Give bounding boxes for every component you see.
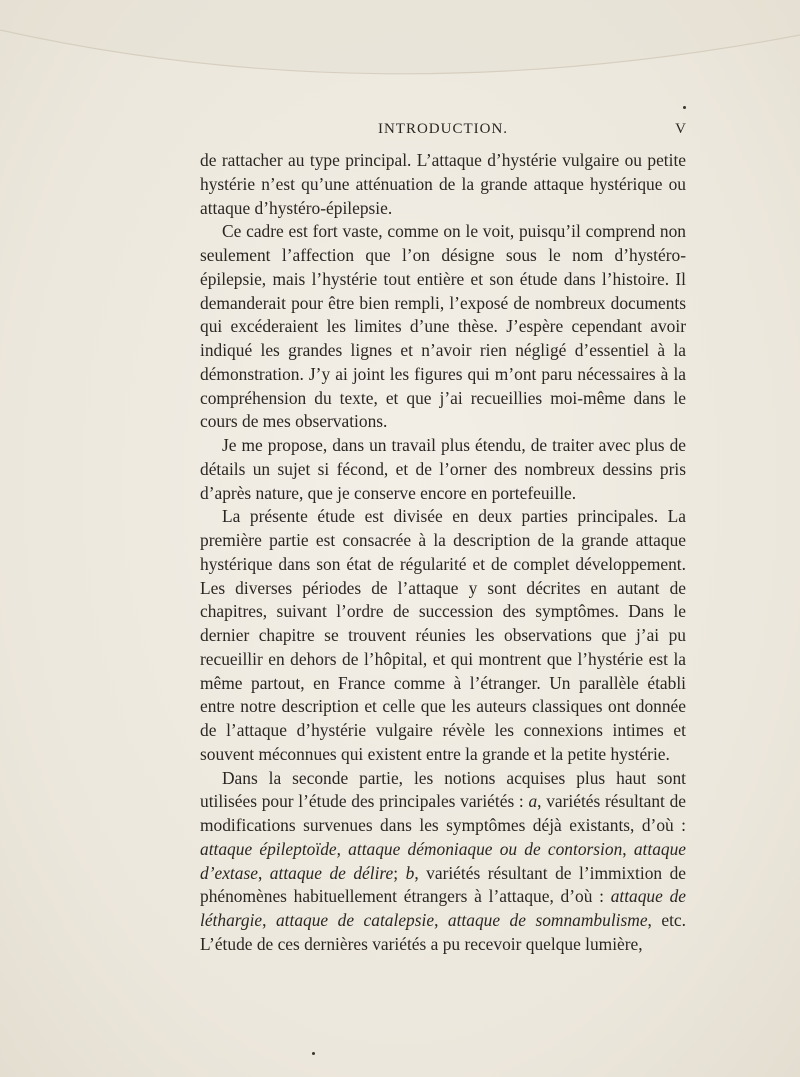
text-run: Dans la seconde partie, les notions acquises plus haut sont utilisées pour l’étude des principales variétés : <box>200 767 686 812</box>
text-run: , <box>434 910 448 930</box>
italic-term: attaque épileptoïde <box>200 838 337 859</box>
paragraph-3 <box>200 434 686 505</box>
text-run: , <box>257 862 270 883</box>
text-run: , etc. L’étude de ces dernières variétés a pu recevoir quelque lumière, <box>200 910 687 954</box>
text-run: ; <box>393 862 406 883</box>
text-run: , variétés résultant de l’immixtion de phénomènes habituellement étrangers à l’attaque, d’où : <box>200 862 686 907</box>
text-run: de rattacher au type principal. L’attaque d’hystérie vulgaire ou petite hystérie n’est qu’une atténuation de la grande attaque hystérique ou attaque d’hystéro-épilepsie. <box>200 150 686 218</box>
text-run: Je me propose, dans un travail plus étendu, de traiter avec plus de détails un sujet si fécond, et de l’orner des nombreux dessins pris d’après nature, que je conserve encore en portefeuille. <box>200 435 686 503</box>
body-text <box>200 149 686 957</box>
paragraph-4 <box>200 505 686 766</box>
paragraph-5 <box>200 767 686 957</box>
italic-term: attaque d’extase <box>200 838 687 883</box>
text-run: , <box>336 838 349 859</box>
paragraph-1 <box>200 149 686 220</box>
ink-speck <box>683 106 686 109</box>
italic-term: attaque de somnambulisme <box>447 910 648 930</box>
running-head <box>200 121 686 143</box>
italic-term: attaque de délire <box>269 862 394 883</box>
text-run: , <box>622 838 634 859</box>
italic-term: attaque démoniaque ou de contorsion <box>348 838 623 859</box>
italic-term: a <box>528 791 538 812</box>
text-run: , variétés résultant de modifications survenues dans les symptômes déjà existants, d’où : <box>200 791 686 835</box>
italic-term: b <box>405 862 415 883</box>
page-number: V <box>675 121 686 137</box>
page-fold-shadow <box>0 0 800 110</box>
italic-term: attaque de catalepsie <box>275 910 435 930</box>
text-run: La présente étude est divisée en deux parties principales. La première partie est consacrée à la description de la grande attaque hystérique dans son état de régularité et de complet développement. Les diverses périodes de l’attaque y sont décrites en autant de chapitres, suivant l’ordre de succession des symptômes. Dans le dernier chapitre se trouvent réunies les observations que j’ai pu recueillir en dehors de l’hôpital, et qui montrent que l’hystérie est la même partout, en France comme à l’étranger. Un parallèle établi entre notre description et celle que les auteurs classiques ont donnée de l’attaque d’hystérie vulgaire révèle les connexions intimes et souvent méconnues qui existent entre la grande et la petite hystérie. <box>200 506 686 764</box>
running-title: INTRODUCTION. <box>377 121 509 137</box>
paragraph-2 <box>200 220 686 434</box>
ink-speck <box>312 1052 315 1055</box>
text-run: , <box>262 910 276 930</box>
italic-term: attaque de léthargie <box>200 886 686 930</box>
text-run: Ce cadre est fort vaste, comme on le voit, puisqu’il comprend non seulement l’affection que l’on désigne sous le nom d’hystéro-épilepsie, mais l’hystérie tout entière et son étude dans l’histoire. Il demanderait pour être bien rempli, l’exposé de nombreux documents qui excéderaient les limites d’une thèse. J’espère cependant avoir indiqué les grandes lignes et n’avoir rien négligé d’essentiel à la démonstration. J’y ai joint les figures qui m’ont paru nécessaires à la compréhension du texte, et que j’ai recueillies moi-même dans le cours de mes observations. <box>200 221 686 432</box>
